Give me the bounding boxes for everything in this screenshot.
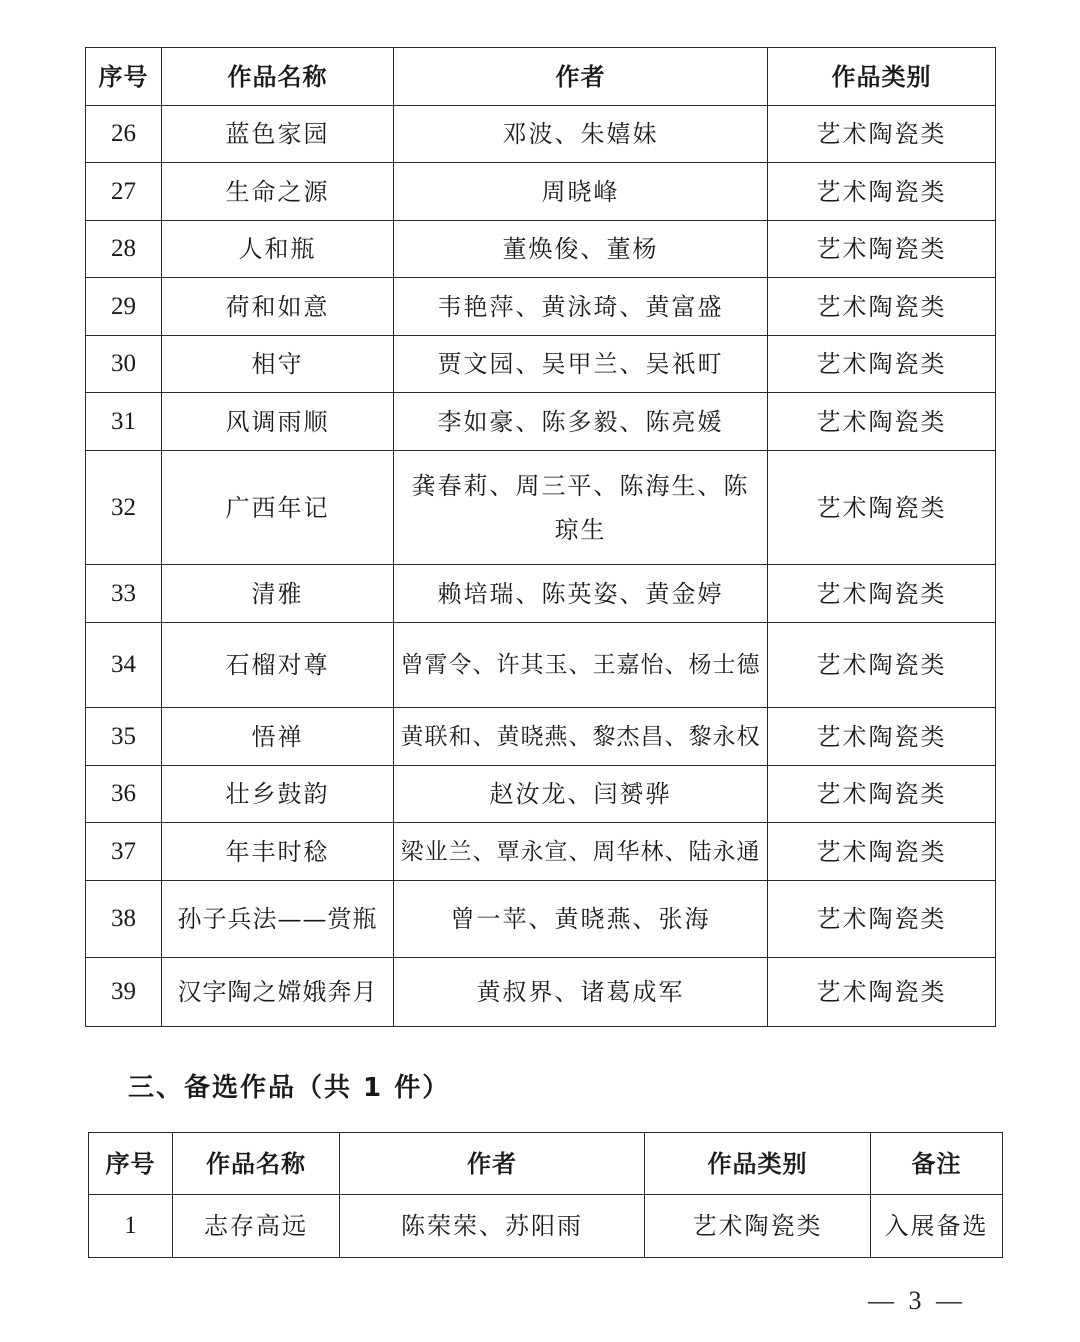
row-number: 36 <box>86 766 162 823</box>
header-authors: 作者 <box>340 1133 645 1195</box>
row-note: 入展备选 <box>871 1195 1003 1258</box>
row-authors: 李如豪、陈多毅、陈亮媛 <box>394 393 768 451</box>
table-row <box>86 823 996 881</box>
row-authors: 陈荣荣、苏阳雨 <box>340 1195 645 1258</box>
header-number: 序号 <box>86 48 162 106</box>
table-row <box>86 393 996 451</box>
alternate-works-table <box>88 1132 1003 1258</box>
row-number: 35 <box>86 708 162 766</box>
row-number: 37 <box>86 823 162 881</box>
row-number: 30 <box>86 336 162 393</box>
row-title: 生命之源 <box>162 163 394 221</box>
section-heading: 三、备选作品（共 1 件） <box>128 1073 451 1103</box>
table-row <box>86 708 996 766</box>
row-category: 艺术陶瓷类 <box>768 278 996 336</box>
row-number: 26 <box>86 106 162 163</box>
row-number: 27 <box>86 163 162 221</box>
works-table <box>85 47 996 1027</box>
row-number: 31 <box>86 393 162 451</box>
table-row <box>86 565 996 623</box>
row-number: 29 <box>86 278 162 336</box>
row-category: 艺术陶瓷类 <box>768 565 996 623</box>
row-title: 志存高远 <box>173 1195 340 1258</box>
row-title: 风调雨顺 <box>162 393 394 451</box>
table-row <box>86 766 996 823</box>
page-number: — 3 — <box>868 1286 966 1315</box>
table-header-row <box>86 48 996 106</box>
table-row <box>86 278 996 336</box>
table-row <box>86 106 996 163</box>
row-authors: 曾一苹、黄晓燕、张海 <box>394 881 768 958</box>
row-authors: 董焕俊、董杨 <box>394 221 768 278</box>
header-note: 备注 <box>871 1133 1003 1195</box>
header-title: 作品名称 <box>162 48 394 106</box>
row-title: 孙子兵法——赏瓶 <box>162 881 394 958</box>
table-header-row <box>89 1133 1003 1195</box>
row-title: 悟禅 <box>162 708 394 766</box>
row-number: 34 <box>86 623 162 708</box>
row-title: 蓝色家园 <box>162 106 394 163</box>
row-category: 艺术陶瓷类 <box>768 106 996 163</box>
table-row <box>86 623 996 708</box>
header-number: 序号 <box>89 1133 173 1195</box>
row-category: 艺术陶瓷类 <box>768 221 996 278</box>
row-number: 28 <box>86 221 162 278</box>
header-authors: 作者 <box>394 48 768 106</box>
row-number: 32 <box>86 451 162 565</box>
table-row <box>86 881 996 958</box>
row-authors: 贾文园、吴甲兰、吴祇町 <box>394 336 768 393</box>
row-category: 艺术陶瓷类 <box>768 823 996 881</box>
row-category: 艺术陶瓷类 <box>768 958 996 1027</box>
row-title: 清雅 <box>162 565 394 623</box>
row-category: 艺术陶瓷类 <box>768 623 996 708</box>
header-category: 作品类别 <box>645 1133 871 1195</box>
row-title: 年丰时稔 <box>162 823 394 881</box>
row-authors: 黄叔界、诸葛成军 <box>394 958 768 1027</box>
row-category: 艺术陶瓷类 <box>768 451 996 565</box>
row-authors: 周晓峰 <box>394 163 768 221</box>
row-title: 石榴对尊 <box>162 623 394 708</box>
row-title: 壮乡鼓韵 <box>162 766 394 823</box>
row-category: 艺术陶瓷类 <box>768 766 996 823</box>
row-authors: 韦艳萍、黄泳琦、黄富盛 <box>394 278 768 336</box>
row-category: 艺术陶瓷类 <box>768 336 996 393</box>
row-number: 1 <box>89 1195 173 1258</box>
row-title: 相守 <box>162 336 394 393</box>
row-authors: 黄联和、黄晓燕、黎杰昌、黎永权 <box>394 708 768 766</box>
table-row <box>86 221 996 278</box>
row-title: 人和瓶 <box>162 221 394 278</box>
table-row <box>86 958 996 1027</box>
row-authors: 龚春莉、周三平、陈海生、陈琼生 <box>394 451 768 565</box>
row-authors: 邓波、朱嬉妹 <box>394 106 768 163</box>
row-authors: 梁业兰、覃永宣、周华林、陆永通 <box>394 823 768 881</box>
row-category: 艺术陶瓷类 <box>768 393 996 451</box>
row-authors: 赖培瑞、陈英姿、黄金婷 <box>394 565 768 623</box>
row-number: 39 <box>86 958 162 1027</box>
row-title: 广西年记 <box>162 451 394 565</box>
row-number: 38 <box>86 881 162 958</box>
row-category: 艺术陶瓷类 <box>645 1195 871 1258</box>
table-row <box>89 1195 1003 1258</box>
table-row <box>86 163 996 221</box>
row-number: 33 <box>86 565 162 623</box>
row-title: 荷和如意 <box>162 278 394 336</box>
table-row <box>86 451 996 565</box>
row-category: 艺术陶瓷类 <box>768 708 996 766</box>
table-row <box>86 336 996 393</box>
row-title: 汉字陶之嫦娥奔月 <box>162 958 394 1027</box>
row-authors: 赵汝龙、闫赟骅 <box>394 766 768 823</box>
header-category: 作品类别 <box>768 48 996 106</box>
row-category: 艺术陶瓷类 <box>768 163 996 221</box>
row-authors: 曾霄令、许其玉、王嘉怡、杨士德 <box>394 623 768 708</box>
header-title: 作品名称 <box>173 1133 340 1195</box>
row-category: 艺术陶瓷类 <box>768 881 996 958</box>
